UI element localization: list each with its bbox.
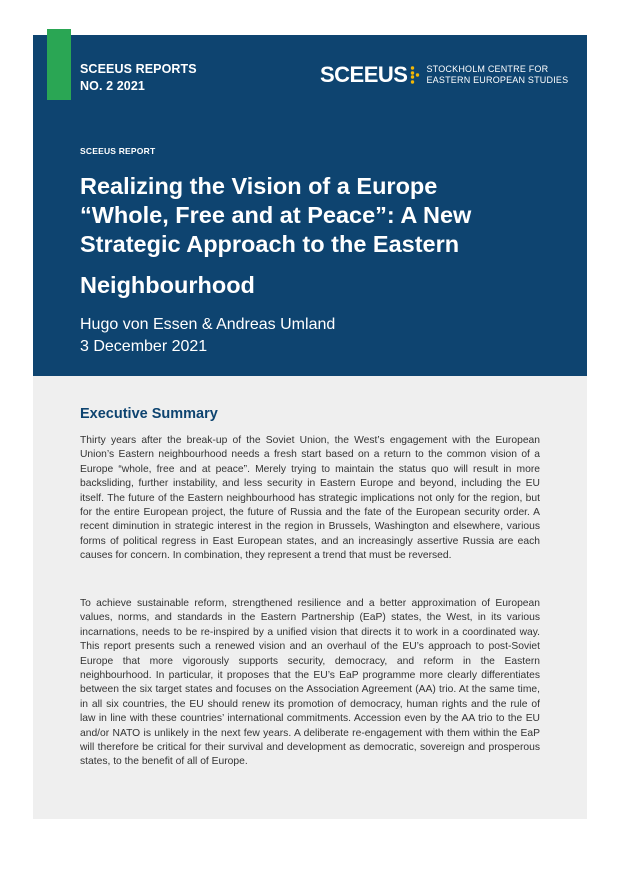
logo-wordmark: SCEEUS: [320, 62, 408, 87]
series-label: [80, 61, 197, 95]
logo-dots-icon: [410, 65, 420, 85]
summary-paragraph-1: Thirty years after the break-up of the Soviet Union, the West’s engagement with the European Union’s Eastern neighbourhood needs a fresh start based on a return to the common vision of a Europe “whole, free and at peace”. Merely trying to maintain the status quo will result in more backsliding, further instability, and less security in Eastern Europe and beyond, including the EU itself. The future of the Eastern neighbourhood has strategic implications not only for the region, but for the entire European project, the future of Russia and the fate of the European security order. A recent diminution in strategic interest in the region in Brussels, Washington and elsewhere, various forms of political regress in East European states, and an increasingly assertive Russia are each causes for concern. In combination, they represent a trend that must be reversed.: [80, 435, 540, 562]
executive-summary-heading: Executive Summary: [80, 406, 218, 422]
logo-subtitle-line-2: EASTERN EUROPEAN STUDIES: [426, 75, 569, 85]
report-kicker: SCEEUS REPORT: [80, 146, 156, 156]
logo-subtitle: [426, 64, 568, 86]
summary-paragraph-2: To achieve sustainable reform, strengthened resilience and a better approximation of European values, norms, and standards in the Eastern Partnership (EaP) states, the West, in its various incarnations, needs to be re-inspired by a unified vision that directs it to work in a coordinated way. This report presents such a renewed vision and an overhaul of the EU’s approach to post-Soviet Europe that more vigorously supports security, democracy, and reform in the Eastern neighbourhood. In particular, it proposes that the EU’s EaP programme more clearly differentiates between the six target states and focuses on the Association Agreement (AA) trio. At the same time, in all six countries, the EU should renew its promotion of democracy, human rights and the rule of law in line with these countries’ international commitments. Accession even by the AA trio to the EU and/or NATO is unlikely in the next few years. A deliberate re-engagement with them within the EaP will therefore be critical for their survival and development as democratic, sovereign and prosperous states, to the benefit of all of Europe.: [80, 598, 540, 768]
green-accent-bar: [47, 29, 71, 100]
series-name: SCEEUS REPORTS: [80, 62, 197, 76]
title-line: “Whole, Free and at Peace”: A New: [80, 202, 472, 228]
byline: [80, 314, 335, 358]
series-number: NO. 2 2021: [80, 79, 145, 93]
sceeus-logo: [320, 63, 568, 87]
title-line: Strategic Approach to the Eastern: [80, 231, 460, 257]
report-title: [80, 172, 550, 300]
authors: Hugo von Essen & Andreas Umland: [80, 316, 336, 333]
title-line: Neighbourhood: [80, 272, 255, 298]
publication-date: 3 December 2021: [80, 338, 208, 355]
logo-subtitle-line-1: STOCKHOLM CENTRE FOR: [426, 64, 549, 74]
title-line: Realizing the Vision of a Europe: [80, 173, 438, 199]
